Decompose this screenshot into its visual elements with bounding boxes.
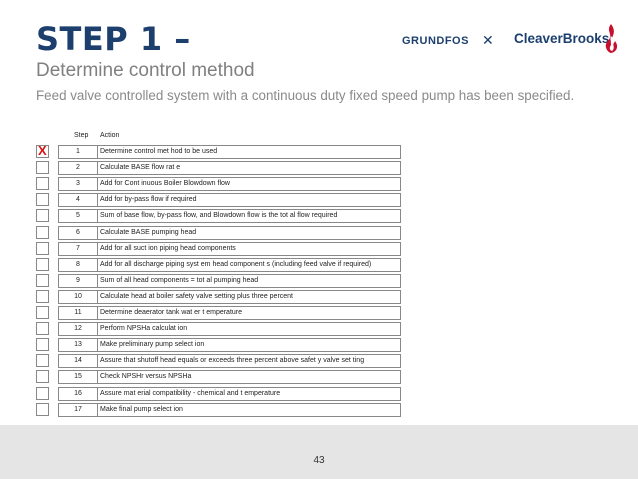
step-number: 7 xyxy=(58,242,98,256)
step-number: 13 xyxy=(58,338,98,352)
step-number: 9 xyxy=(58,274,98,288)
step-number: 1 xyxy=(58,145,98,159)
flame-icon xyxy=(601,22,621,56)
step-number: 3 xyxy=(58,177,98,191)
column-header-action: Action xyxy=(100,132,120,139)
logo-area xyxy=(398,22,623,56)
step-checkbox[interactable] xyxy=(36,338,49,351)
step-action: Sum of all head components = tot al pumping head xyxy=(97,274,401,288)
step-checkbox[interactable] xyxy=(36,274,49,287)
grundfos-mark-icon: ✕ xyxy=(482,32,494,48)
step-checkbox[interactable] xyxy=(36,290,49,303)
step-number: 5 xyxy=(58,209,98,223)
check-x-mark: X xyxy=(38,143,47,158)
step-action: Determine control met hod to be used xyxy=(97,145,401,159)
step-checkbox[interactable] xyxy=(36,322,49,335)
cleaver-text: Cleaver xyxy=(514,31,563,46)
step-checkbox[interactable] xyxy=(36,387,49,400)
step-action: Determine deaerator tank wat er t emperature xyxy=(97,306,401,320)
step-checkbox[interactable] xyxy=(36,226,49,239)
column-header-step: Step xyxy=(74,132,89,139)
step-number: 14 xyxy=(58,354,98,368)
step-number: 17 xyxy=(58,403,98,417)
cleaverbrooks-logo xyxy=(514,31,609,46)
step-number: 10 xyxy=(58,290,98,304)
step-checkbox[interactable] xyxy=(36,370,49,383)
step-action: Assure mat erial compatibility - chemical and t emperature xyxy=(97,387,401,401)
step-checkbox[interactable] xyxy=(36,354,49,367)
step-checkbox[interactable] xyxy=(36,161,49,174)
step-checkbox[interactable] xyxy=(36,258,49,271)
slide-subtitle: Determine control method xyxy=(36,60,255,81)
step-number: 11 xyxy=(58,306,98,320)
step-action: Add for Cont inuous Boiler Blowdown flow xyxy=(97,177,401,191)
step-action: Make final pump select ion xyxy=(97,403,401,417)
step-action: Assure that shutoff head equals or exceeds three percent above safet y valve set ting xyxy=(97,354,401,368)
step-number: 8 xyxy=(58,258,98,272)
step-checkbox[interactable] xyxy=(36,209,49,222)
step-action: Check NPSHr versus NPSHa xyxy=(97,370,401,384)
step-action: Calculate BASE flow rat e xyxy=(97,161,401,175)
step-action: Add for by-pass flow if required xyxy=(97,193,401,207)
step-action: Add for all suct ion piping head components xyxy=(97,242,401,256)
page-number: 43 xyxy=(313,455,325,466)
footer-band xyxy=(0,425,638,479)
step-action: Sum of base flow, by-pass flow, and Blowdown flow is the tot al flow required xyxy=(97,209,401,223)
step-number: 16 xyxy=(58,387,98,401)
step-action: Calculate head at boiler safety valve setting plus three percent xyxy=(97,290,401,304)
step-checkbox[interactable] xyxy=(36,177,49,190)
slide-description: Feed valve controlled system with a continuous duty fixed speed pump has been specified. xyxy=(36,88,575,103)
step-action: Perform NPSHa calculat ion xyxy=(97,322,401,336)
step-checkbox[interactable] xyxy=(36,242,49,255)
step-number: 2 xyxy=(58,161,98,175)
step-action: Make preliminary pump select ion xyxy=(97,338,401,352)
grundfos-logo: GRUNDFOS xyxy=(402,35,469,47)
step-number: 4 xyxy=(58,193,98,207)
step-number: 12 xyxy=(58,322,98,336)
step-action: Add for all discharge piping syst em head component s (including feed valve if required) xyxy=(97,258,401,272)
step-checkbox[interactable] xyxy=(36,145,49,158)
step-number: 15 xyxy=(58,370,98,384)
step-checkbox[interactable] xyxy=(36,193,49,206)
slide-title: STEP 1 – xyxy=(36,20,191,58)
step-checkbox[interactable] xyxy=(36,306,49,319)
brooks-text: Brooks xyxy=(562,31,610,46)
step-checkbox[interactable] xyxy=(36,403,49,416)
step-action: Calculate BASE pumping head xyxy=(97,226,401,240)
step-number: 6 xyxy=(58,226,98,240)
